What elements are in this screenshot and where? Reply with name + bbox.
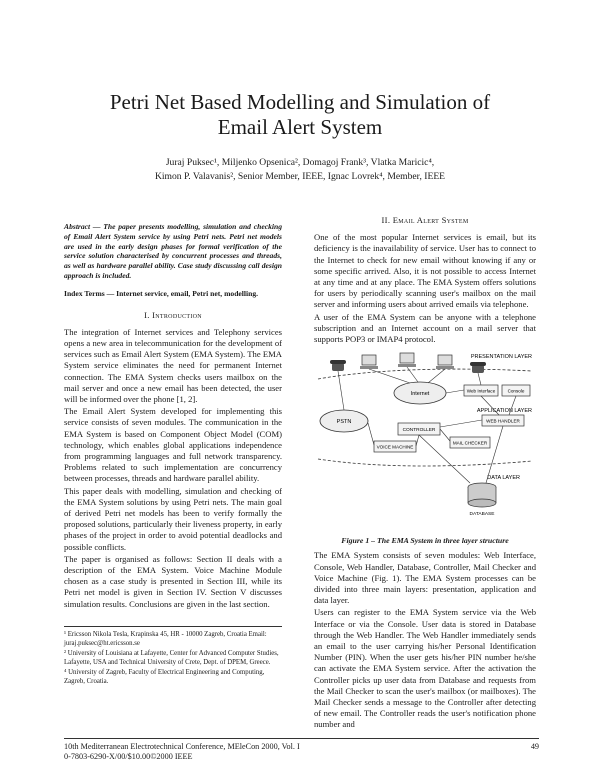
application-layer-label: APPLICATION LAYER (476, 408, 532, 415)
section-2-heading: II. Email Alert System (381, 215, 469, 225)
data-layer-label: DATA LAYER (487, 475, 520, 482)
ema-paragraph-3: The EMA System consists of seven modules: Web Interface, Console, Web Handler, Database, Controller, Mail Checker and Voice Machine (Fig. 1). The EMA System processes can be divided into three main layers: presentation, application and data layer. (314, 550, 536, 606)
presentation-layer-boundary (318, 369, 532, 379)
intro-paragraph-4: The paper is organised as follows: Section II deals with a description of the EMA System. Voice Machine Module chosen as a case study is presented in Section III, while its Petri net model is given in Section IV. Section V discusses simulation results. Conclusions are given in the last section. (64, 553, 282, 609)
page-footer (64, 738, 539, 762)
web-interface-label: Web Interface (466, 388, 496, 394)
computer-icon (436, 355, 454, 369)
left-column (64, 222, 282, 611)
database-label: DATABASE (469, 512, 495, 518)
database-icon (468, 483, 496, 507)
architecture-diagram (314, 349, 536, 531)
computer-icon (398, 353, 416, 367)
ema-paragraph-2: A user of the EMA System can be anyone with a telephone subscription and an Internet account on a mail server that supports POP3 or IMAP4 protocol. (314, 311, 536, 345)
footnotes (64, 626, 282, 689)
data-layer-boundary (318, 459, 532, 466)
page-number: 49 (530, 742, 539, 751)
section-1-heading: I. Introduction (144, 309, 202, 320)
isbn-line: 0-7803-6290-X/00/$10.00©2000 IEEE (64, 752, 193, 761)
footnote-2: ² University of Louisiana at Lafayette, Center for Advanced Computer Studies, Lafayette, USA and Technical University of Crete, Dept. of DPEM, Greece. (64, 650, 279, 666)
authors-line-2: Kimon P. Valavanis², Senior Member, IEEE, Ignac Lovrek⁴, Member, IEEE (154, 171, 446, 182)
authors-line-1: Juraj Puksec¹, Miljenko Opsenica², Domagoj Frank³, Vlatka Maricic⁴, (165, 157, 435, 168)
telephone-icon (470, 362, 486, 373)
footnote-1: ¹ Ericsson Nikola Tesla, Krapinska 45, HR - 10000 Zagreb, Croatia Email: juraj.puksec@ht.ericsson.se (64, 631, 267, 647)
index-terms: Index Terms — Internet service, email, Petri net, modelling. (64, 288, 259, 298)
figure-caption: Figure 1 – The EMA System in three layer structure (341, 536, 509, 546)
footnote-3: ⁴ University of Zagreb, Faculty of Electrical Engineering and Computing, Zagreb, Croatia. (64, 669, 265, 685)
telephone-icon (330, 360, 346, 371)
console-label: Console (507, 388, 525, 394)
pstn-label: PSTN (336, 419, 352, 426)
abstract: Abstract — The paper presents modelling, simulation and checking of Email Alert System service by using Petri nets. Petri net models are used in the early design phases for formal verification of the service solution characterised by concurrent processes and threads, as well as hardware parallel ability. Case study discussing call design approach is included. (64, 222, 282, 280)
ema-paragraph-4: Users can register to the EMA System service via the Web Interface or via the Console. User data is stored in Database through the Web Handler. The Web Handler immediately sends an email to the user carrying his/her Personal Identification Number (PIN). When the user gets his/her PIN number he/she can activate the EMA System service. After the activation the Controller picks up user data from Database and requests from the Mail Checker to scan the user's mailbox (or mailboxes). The Mail Checker sends a message to the Controller after detecting of new email. The Controller reads the user's notification phone number and (314, 607, 536, 730)
paper-title (0, 90, 600, 140)
conference-line: 10th Mediterranean Electrotechnical Conference, MEleCon 2000, Vol. I (64, 742, 300, 751)
author-list (0, 156, 600, 184)
title-line-2: Email Alert System (217, 115, 383, 139)
system-architecture-figure (314, 349, 536, 531)
computer-icon (360, 355, 378, 369)
mail-checker-label: MAIL CHECKER (452, 440, 488, 446)
intro-paragraph-3: This paper deals with modelling, simulation and checking of the EMA System solutions by using Petri nets. The main goal of derived Petri net models has been to verify formally the proposed solutions, particularly their liveness property, in early phases of the project in order to avoid potential deadlocks and possible conflicts. (64, 485, 282, 552)
presentation-layer-label: PRESENTATION LAYER (470, 354, 532, 361)
right-column (314, 215, 536, 732)
ema-paragraph-1: One of the most popular Internet services is email, but its deficiency is the inavailability of service. User has to connect to the Internet to check for new email without knowing if any or some specific arrived. Also, it is not possible to access Internet at any time and at any place. The EMA System offers solutions for users by periodically scanning user's mailbox on the mail server and informing users about arrived emails via telephone. (314, 232, 536, 310)
voice-machine-label: VOICE MACHINE (376, 444, 414, 450)
internet-label: Internet (410, 391, 430, 398)
intro-paragraph-2: The Email Alert System developed for implementing this service consists of seven modules. The communication in the EMA System is based on Component Object Model (COM) technology, which enables global applications independence from programming languages and full network transparency. Problems related to such implementation are concurrency between processes, threads and hardware parallel ability. (64, 406, 282, 484)
controller-label: CONTROLLER (402, 428, 436, 434)
intro-paragraph-1: The integration of Internet services and Telephony services opens a new area in telecommunication for the development of services such as Email Alert System (EMA System). The EMA System service eliminates the need for permanent Internet connection. The EMA System checks users mailbox on the mail server and once a new email has been detected, the user will be informed over the phone [1, 2]. (64, 326, 282, 404)
web-handler-label: WEB HANDLER (486, 418, 520, 424)
title-line-1: Petri Net Based Modelling and Simulation of (109, 90, 491, 114)
